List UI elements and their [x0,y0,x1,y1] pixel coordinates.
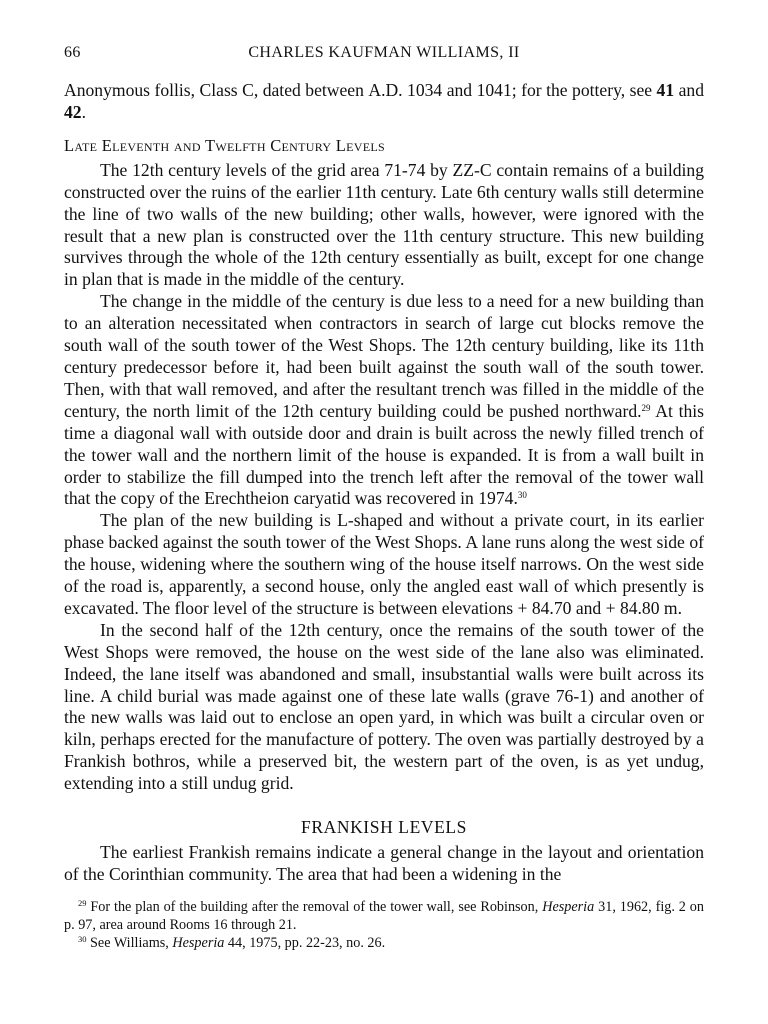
intro-era: A.D. [368,80,403,100]
page [64,44,704,952]
paragraph-4: In the second half of the 12th century, once the remains of the south tower of the West Shops were removed, the house on the west side of the lane also was eliminated. Indeed, the lane itself was abandoned and small, insubstantial walls were built across its line. A child burial was made against one of these late walls (grave 76-1) and another of the new walls was laid out to enclose an open yard, in which was built a circular oven or kiln, perhaps erected for the manufacture of pottery. The oven was partially destroyed by a Frankish bothros, while a preserved bit, the western part of the oven, is as yet undug, extending into a still undug grid. [64,619,704,794]
section-heading: Late Eleventh and Twelfth Century Levels [64,135,385,155]
footnote-30-mark: 30 [78,933,87,944]
page-header [64,44,704,70]
footnote-ref-30: 30 [517,490,527,501]
running-title: CHARLES KAUFMAN WILLIAMS, II [248,44,520,61]
paragraph-2-text-b: At this time a diagonal wall with outside door and drain is built across the newly filled trench of the tower wall and the northern limit of the house is expanded. It is from a wall built in order to stabilize the fill dumped into the trench left after the removal of the tower wall that the copy of the Erechtheion caryatid was recovered in 1974. [64,400,704,509]
footnote-29-journal: Hesperia [542,898,595,915]
intro-text-d: . [81,101,86,122]
intro-text-a: Anonymous follis, Class C, dated between [64,80,369,100]
page-number: 66 [64,44,81,61]
paragraph-5: The earliest Frankish remains indicate a general change in the layout and orientation of the Corinthian community. The area that had been a widening in the [64,842,704,884]
footnote-29-text-a: For the plan of the building after the removal of the tower wall, see Robinson, [86,898,543,915]
footnote-29-mark: 29 [78,897,87,908]
footnote-29-text-b: 31, 1962, fig. 2 on p. 97, area around Rooms 16 through 21. [64,898,704,933]
catalog-ref-42: 42 [64,101,82,122]
paragraph-1: The 12th century levels of the grid area 71-74 by ZZ-C contain remains of a building constructed over the ruins of the earlier 11th century. Late 6th century walls still determine the line of two walls of the new building; other walls, however, were ignored with the result that a new plan is constructed over the 11th century structure. This new building survives through the whole of the 12th century essentially as built, except for one change in plan that is made in the middle of the century. [64,159,704,290]
footnote-29 [64,898,704,934]
footnote-ref-29: 29 [641,402,651,413]
paragraph-2-text-a: The change in the middle of the century is due less to a need for a new building than to an alteration necessitated when contractors in search of large cut blocks remove the south wall of the south tower of the West Shops. The 12th century building, like its 11th century predecessor before it, had been built against the south wall of the south tower. Then, with that wall removed, and after the resultant trench was filled in the middle of the century, the north limit of the 12th century building could be pushed northward. [64,291,704,421]
paragraph-2 [64,291,704,510]
footnote-30-journal: Hesperia [172,934,225,951]
intro-text-c: and [674,80,704,100]
paragraph-3: The plan of the new building is L-shaped and without a private court, in its earlier phase backed against the south tower of the West Shops. A lane runs along the west side of the house, widening where the southern wing of the house itself narrows. On the west side of the road is, apparently, a second house, only the angled east wall of which presently is excavated. The floor level of the structure is between elevations + 84.70 and + 84.80 m. [64,510,704,618]
frankish-heading: FRANKISH LEVELS [300,817,468,838]
footnote-30-text-a: See Williams, [86,934,173,951]
footnotes [64,898,704,952]
footnote-30-text-b: 44, 1975, pp. 22-23, no. 26. [224,934,386,951]
footnote-30 [64,934,704,952]
intro-text-b: 1034 and 1041; for the pottery, see [402,80,657,100]
catalog-ref-41: 41 [656,80,675,100]
intro-paragraph [64,80,704,124]
